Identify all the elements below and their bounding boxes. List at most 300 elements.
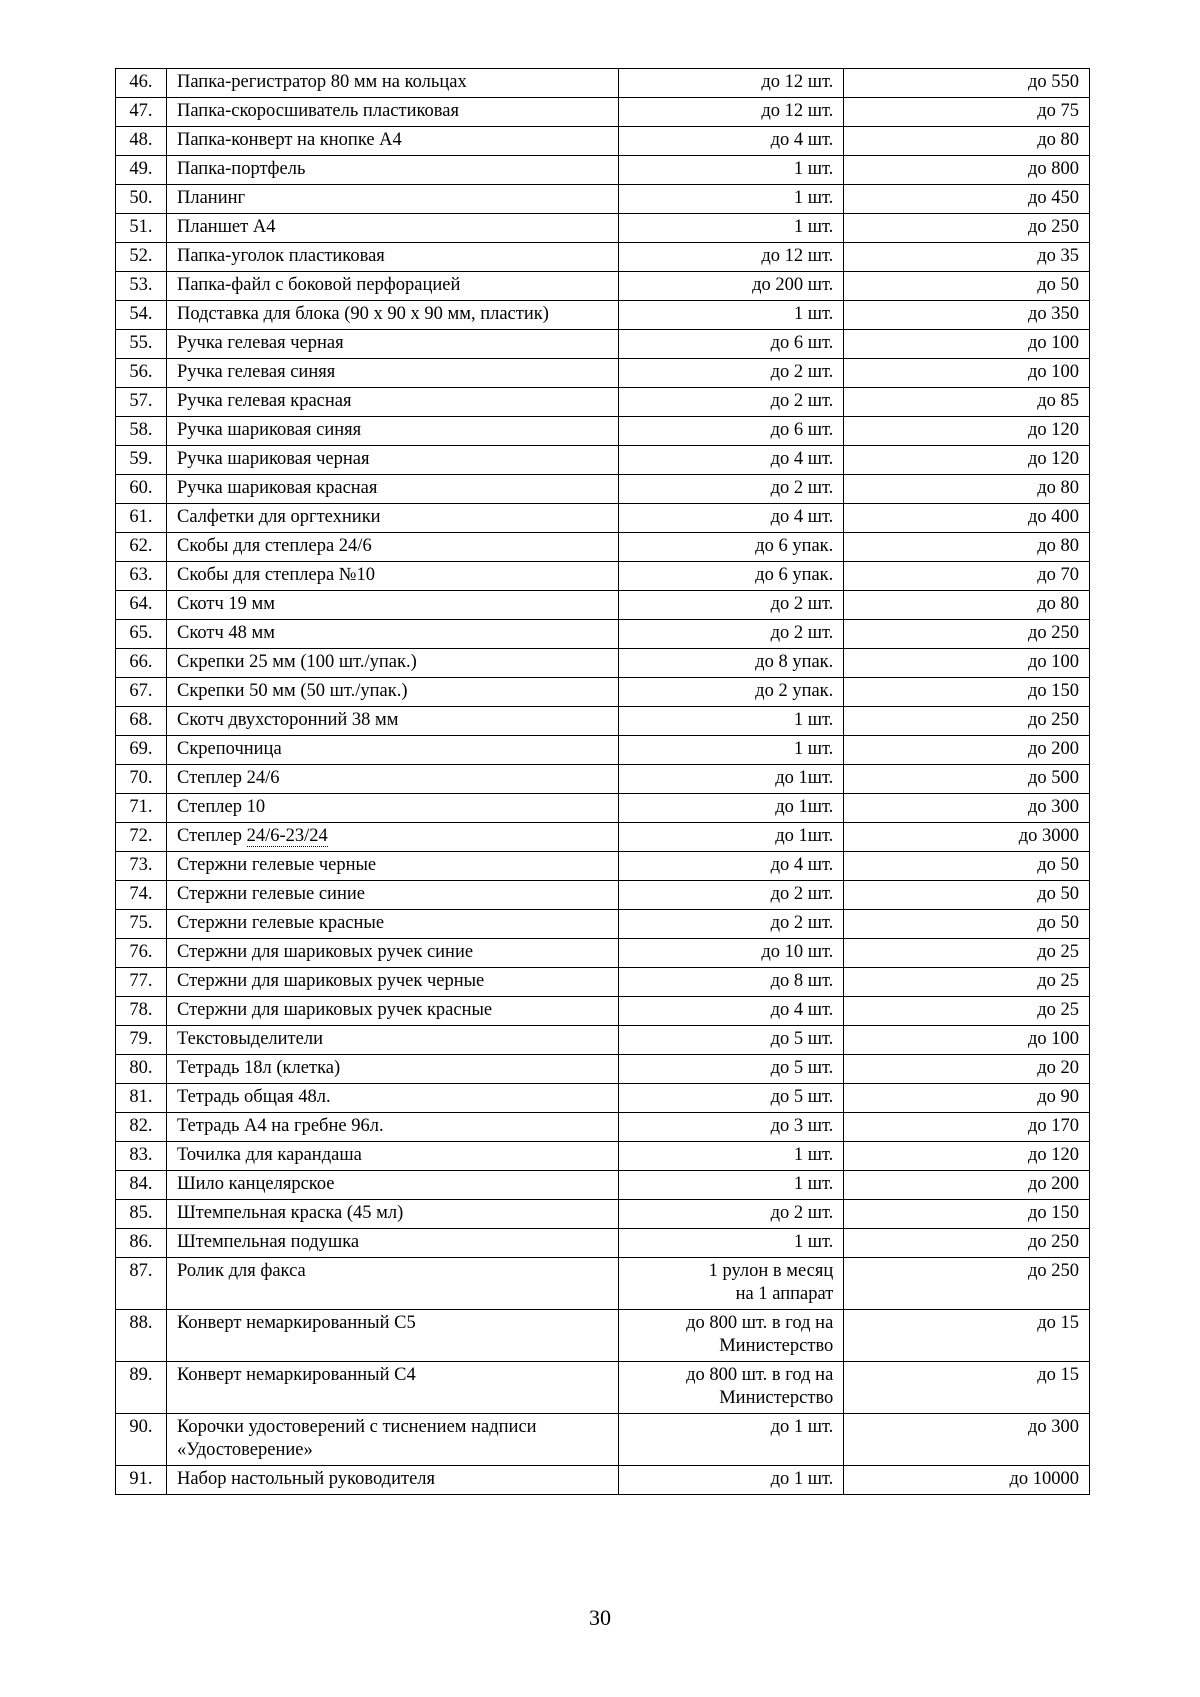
item-price: до 25 — [844, 939, 1090, 968]
item-price: до 15 — [844, 1362, 1090, 1414]
row-number: 81. — [116, 1084, 167, 1113]
item-quantity: до 6 шт. — [770, 420, 834, 440]
table-row — [116, 1258, 1090, 1310]
item-quantity: до 6 шт. — [770, 333, 834, 353]
table-row — [116, 939, 1090, 968]
item-price: до 120 — [844, 417, 1090, 446]
item-quantity: 1 рулон в месяц — [708, 1261, 834, 1281]
item-price: до 150 — [844, 678, 1090, 707]
row-number: 88. — [116, 1310, 167, 1362]
item-name: Подставка для блока (90 х 90 х 90 мм, пластик) — [176, 304, 549, 324]
table-row — [116, 156, 1090, 185]
item-quantity-cell — [619, 852, 844, 881]
row-number: 77. — [116, 968, 167, 997]
item-quantity-cell — [619, 1310, 844, 1362]
item-name-cell — [166, 243, 618, 272]
row-number: 59. — [116, 446, 167, 475]
item-quantity-cell — [619, 446, 844, 475]
row-number: 60. — [116, 475, 167, 504]
item-quantity-cell — [619, 910, 844, 939]
item-quantity-cell — [619, 1142, 844, 1171]
table-row — [116, 185, 1090, 214]
item-name-cell — [166, 1229, 618, 1258]
item-price: до 200 — [844, 736, 1090, 765]
item-quantity-cell — [619, 1200, 844, 1229]
item-quantity-cell — [619, 649, 844, 678]
row-number: 90. — [116, 1414, 167, 1466]
item-name-cell — [166, 562, 618, 591]
item-name-cell — [166, 968, 618, 997]
item-name-cell — [166, 649, 618, 678]
item-quantity-cell — [619, 591, 844, 620]
item-price: до 80 — [844, 127, 1090, 156]
item-quantity: до 1шт. — [775, 826, 834, 846]
item-name-cell — [166, 1200, 618, 1229]
row-number: 46. — [116, 69, 167, 98]
table-row — [116, 1310, 1090, 1362]
item-name: Скотч двухсторонний 38 мм — [176, 710, 399, 730]
item-name: Скрепки 25 мм (100 шт./упак.) — [176, 652, 417, 672]
row-number: 53. — [116, 272, 167, 301]
item-quantity: 1 шт. — [793, 159, 834, 179]
item-name: Набор настольный руководителя — [176, 1469, 436, 1489]
item-name: Планшет А4 — [176, 217, 276, 237]
table-row — [116, 1466, 1090, 1495]
row-number: 57. — [116, 388, 167, 417]
item-price: до 10000 — [844, 1466, 1090, 1495]
item-quantity: до 800 шт. в год на — [686, 1365, 834, 1385]
row-number: 68. — [116, 707, 167, 736]
item-price: до 50 — [844, 272, 1090, 301]
item-name-cell — [166, 127, 618, 156]
item-quantity-cell — [619, 214, 844, 243]
item-price: до 80 — [844, 475, 1090, 504]
item-quantity: 1 шт. — [793, 710, 834, 730]
item-name-cell — [166, 736, 618, 765]
row-number: 52. — [116, 243, 167, 272]
item-price: до 550 — [844, 69, 1090, 98]
item-quantity-cell — [619, 1362, 844, 1414]
row-number: 72. — [116, 823, 167, 852]
item-name-cell — [166, 794, 618, 823]
item-price: до 15 — [844, 1310, 1090, 1362]
table-row — [116, 1200, 1090, 1229]
item-name-cell — [166, 1142, 618, 1171]
item-name-extra: 24/6-23/24 — [246, 826, 328, 846]
item-price: до 75 — [844, 98, 1090, 127]
item-quantity-cell — [619, 1466, 844, 1495]
item-price: до 50 — [844, 910, 1090, 939]
item-quantity-cell — [619, 185, 844, 214]
item-name: Папка-регистратор 80 мм на кольцах — [176, 72, 467, 92]
table-row — [116, 1414, 1090, 1466]
table-row — [116, 98, 1090, 127]
item-price: до 350 — [844, 301, 1090, 330]
item-price: до 800 — [844, 156, 1090, 185]
item-price: до 150 — [844, 1200, 1090, 1229]
row-number: 86. — [116, 1229, 167, 1258]
item-price: до 100 — [844, 649, 1090, 678]
item-name: Точилка для карандаша — [176, 1145, 362, 1165]
item-name: Конверт немаркированный С4 — [176, 1365, 416, 1385]
item-name-line2: «Удостоверение» — [176, 1440, 313, 1460]
item-name-cell — [166, 1310, 618, 1362]
item-quantity-cell — [619, 1171, 844, 1200]
item-name: Стержни гелевые черные — [176, 855, 377, 875]
item-price: до 100 — [844, 359, 1090, 388]
item-quantity: до 2 шт. — [770, 1203, 834, 1223]
item-price: до 80 — [844, 591, 1090, 620]
item-quantity-cell — [619, 1055, 844, 1084]
item-price: до 250 — [844, 1258, 1090, 1310]
item-quantity-cell — [619, 707, 844, 736]
item-name-cell — [166, 881, 618, 910]
item-price: до 300 — [844, 1414, 1090, 1466]
item-name-cell — [166, 1026, 618, 1055]
item-quantity-cell — [619, 620, 844, 649]
item-price: до 35 — [844, 243, 1090, 272]
item-name-cell — [166, 823, 618, 852]
item-quantity: до 8 упак. — [755, 652, 834, 672]
item-name: Стержни для шариковых ручек синие — [176, 942, 474, 962]
item-price: до 250 — [844, 214, 1090, 243]
item-name: Штемпельная краска (45 мл) — [176, 1203, 404, 1223]
item-quantity-cell — [619, 301, 844, 330]
item-name-cell — [166, 591, 618, 620]
row-number: 70. — [116, 765, 167, 794]
row-number: 62. — [116, 533, 167, 562]
item-name-cell — [166, 620, 618, 649]
item-name: Салфетки для оргтехники — [176, 507, 381, 527]
table-row — [116, 359, 1090, 388]
item-quantity-cell — [619, 156, 844, 185]
item-name-cell — [166, 1055, 618, 1084]
item-quantity: 1 шт. — [793, 1145, 834, 1165]
supplies-table-body — [116, 69, 1090, 1495]
row-number: 91. — [116, 1466, 167, 1495]
item-quantity-cell — [619, 1229, 844, 1258]
item-price: до 80 — [844, 533, 1090, 562]
page-number: 30 — [589, 1605, 611, 1630]
item-quantity: 1 шт. — [793, 1174, 834, 1194]
table-row — [116, 562, 1090, 591]
item-price: до 400 — [844, 504, 1090, 533]
item-name: Ручка гелевая красная — [176, 391, 352, 411]
item-name: Скобы для степлера 24/6 — [176, 536, 372, 556]
item-quantity-cell — [619, 417, 844, 446]
item-name: Папка-уголок пластиковая — [176, 246, 385, 266]
item-quantity-cell — [619, 533, 844, 562]
row-number: 76. — [116, 939, 167, 968]
table-row — [116, 1084, 1090, 1113]
item-quantity: 1 шт. — [793, 188, 834, 208]
item-name: Корочки удостоверений с тиснением надписи — [176, 1417, 537, 1437]
item-quantity: до 12 шт. — [761, 101, 834, 121]
item-quantity-cell — [619, 997, 844, 1026]
item-name: Ручка шариковая синяя — [176, 420, 362, 440]
item-price: до 250 — [844, 1229, 1090, 1258]
table-row — [116, 1113, 1090, 1142]
item-name-cell — [166, 765, 618, 794]
row-number: 80. — [116, 1055, 167, 1084]
item-name: Скотч 19 мм — [176, 594, 275, 614]
table-row — [116, 504, 1090, 533]
table-row — [116, 243, 1090, 272]
item-name: Ручка шариковая черная — [176, 449, 370, 469]
item-name: Конверт немаркированный С5 — [176, 1313, 416, 1333]
item-quantity: до 2 упак. — [755, 681, 834, 701]
item-name-cell — [166, 504, 618, 533]
item-quantity: до 8 шт. — [770, 971, 834, 991]
item-name-cell — [166, 1084, 618, 1113]
table-row — [116, 707, 1090, 736]
row-number: 54. — [116, 301, 167, 330]
item-price: до 3000 — [844, 823, 1090, 852]
item-quantity: до 2 шт. — [770, 884, 834, 904]
item-name-cell — [166, 852, 618, 881]
item-price: до 50 — [844, 881, 1090, 910]
item-name: Степлер — [176, 826, 242, 846]
item-price: до 300 — [844, 794, 1090, 823]
row-number: 48. — [116, 127, 167, 156]
item-name-cell — [166, 997, 618, 1026]
item-quantity: до 2 шт. — [770, 913, 834, 933]
item-name-cell — [166, 272, 618, 301]
item-quantity: до 5 шт. — [770, 1087, 834, 1107]
item-quantity: до 2 шт. — [770, 594, 834, 614]
item-name-cell — [166, 388, 618, 417]
table-row — [116, 794, 1090, 823]
item-name-cell — [166, 69, 618, 98]
item-quantity: до 5 шт. — [770, 1029, 834, 1049]
item-name: Стержни гелевые красные — [176, 913, 385, 933]
item-name: Скобы для степлера №10 — [176, 565, 375, 585]
row-number: 67. — [116, 678, 167, 707]
item-quantity: до 6 упак. — [755, 536, 834, 556]
item-name-cell — [166, 330, 618, 359]
row-number: 64. — [116, 591, 167, 620]
table-row — [116, 272, 1090, 301]
item-name-cell — [166, 1466, 618, 1495]
item-name-cell — [166, 185, 618, 214]
item-price: до 450 — [844, 185, 1090, 214]
table-row — [116, 69, 1090, 98]
item-name: Стержни для шариковых ручек красные — [176, 1000, 493, 1020]
row-number: 58. — [116, 417, 167, 446]
item-price: до 250 — [844, 620, 1090, 649]
row-number: 51. — [116, 214, 167, 243]
item-name: Ролик для факса — [176, 1261, 306, 1281]
item-quantity-cell — [619, 881, 844, 910]
item-price: до 200 — [844, 1171, 1090, 1200]
item-price: до 170 — [844, 1113, 1090, 1142]
item-name-cell — [166, 214, 618, 243]
item-quantity: до 2 шт. — [770, 623, 834, 643]
row-number: 63. — [116, 562, 167, 591]
item-quantity-cell — [619, 1026, 844, 1055]
item-quantity-line2: на 1 аппарат — [735, 1284, 834, 1304]
item-quantity-cell — [619, 823, 844, 852]
item-quantity-cell — [619, 765, 844, 794]
item-name-cell — [166, 98, 618, 127]
item-name: Ручка шариковая красная — [176, 478, 378, 498]
row-number: 85. — [116, 1200, 167, 1229]
item-quantity: до 4 шт. — [770, 855, 834, 875]
item-name: Степлер 10 — [176, 797, 266, 817]
table-row — [116, 446, 1090, 475]
item-quantity: до 4 шт. — [770, 1000, 834, 1020]
table-row — [116, 1171, 1090, 1200]
item-name-cell — [166, 417, 618, 446]
item-quantity: до 800 шт. в год на — [686, 1313, 834, 1333]
table-row — [116, 475, 1090, 504]
item-name-cell — [166, 1171, 618, 1200]
item-quantity: до 2 шт. — [770, 362, 834, 382]
item-quantity: 1 шт. — [793, 1232, 834, 1252]
item-quantity: 1 шт. — [793, 739, 834, 759]
item-name-cell — [166, 156, 618, 185]
item-quantity-cell — [619, 330, 844, 359]
item-quantity-cell — [619, 359, 844, 388]
row-number: 79. — [116, 1026, 167, 1055]
item-quantity: до 2 шт. — [770, 391, 834, 411]
item-name: Стержни гелевые синие — [176, 884, 365, 904]
item-price: до 25 — [844, 997, 1090, 1026]
item-price: до 250 — [844, 707, 1090, 736]
item-name: Шило канцелярское — [176, 1174, 335, 1194]
item-price: до 90 — [844, 1084, 1090, 1113]
row-number: 65. — [116, 620, 167, 649]
row-number: 83. — [116, 1142, 167, 1171]
item-quantity-cell — [619, 1084, 844, 1113]
table-row — [116, 736, 1090, 765]
item-quantity: до 12 шт. — [761, 72, 834, 92]
item-quantity: до 12 шт. — [761, 246, 834, 266]
item-name: Степлер 24/6 — [176, 768, 280, 788]
item-name: Папка-скоросшиватель пластиковая — [176, 101, 459, 121]
table-row — [116, 417, 1090, 446]
item-price: до 100 — [844, 330, 1090, 359]
item-name: Папка-конверт на кнопке А4 — [176, 130, 402, 150]
row-number: 50. — [116, 185, 167, 214]
row-number: 89. — [116, 1362, 167, 1414]
item-quantity-cell — [619, 678, 844, 707]
item-quantity-cell — [619, 388, 844, 417]
item-quantity-line2: Министерство — [719, 1336, 834, 1356]
table-row — [116, 301, 1090, 330]
item-quantity-cell — [619, 1258, 844, 1310]
item-quantity: 1 шт. — [793, 217, 834, 237]
item-quantity-cell — [619, 939, 844, 968]
item-quantity: до 4 шт. — [770, 130, 834, 150]
item-price: до 500 — [844, 765, 1090, 794]
item-quantity: до 1 шт. — [770, 1469, 834, 1489]
item-quantity: до 200 шт. — [752, 275, 834, 295]
table-row — [116, 968, 1090, 997]
row-number: 55. — [116, 330, 167, 359]
table-row — [116, 127, 1090, 156]
item-name-cell — [166, 475, 618, 504]
item-quantity-cell — [619, 98, 844, 127]
item-name: Штемпельная подушка — [176, 1232, 360, 1252]
row-number: 78. — [116, 997, 167, 1026]
item-quantity: до 3 шт. — [770, 1116, 834, 1136]
item-name: Стержни для шариковых ручек черные — [176, 971, 485, 991]
item-quantity: до 2 шт. — [770, 478, 834, 498]
item-price: до 85 — [844, 388, 1090, 417]
item-quantity-cell — [619, 127, 844, 156]
table-row — [116, 620, 1090, 649]
item-quantity-cell — [619, 475, 844, 504]
item-name-cell — [166, 678, 618, 707]
item-price: до 100 — [844, 1026, 1090, 1055]
item-quantity-cell — [619, 1414, 844, 1466]
table-row — [116, 1229, 1090, 1258]
table-row — [116, 388, 1090, 417]
item-name: Текстовыделители — [176, 1029, 323, 1049]
row-number: 82. — [116, 1113, 167, 1142]
item-name-cell — [166, 1113, 618, 1142]
item-name: Планинг — [176, 188, 246, 208]
table-row — [116, 852, 1090, 881]
table-row — [116, 910, 1090, 939]
item-quantity-cell — [619, 504, 844, 533]
item-name-cell — [166, 1414, 618, 1466]
item-quantity-cell — [619, 794, 844, 823]
table-row — [116, 678, 1090, 707]
item-quantity-cell — [619, 243, 844, 272]
table-row — [116, 765, 1090, 794]
item-quantity-cell — [619, 272, 844, 301]
item-price: до 50 — [844, 852, 1090, 881]
row-number: 49. — [116, 156, 167, 185]
table-row — [116, 881, 1090, 910]
item-name-cell — [166, 446, 618, 475]
item-quantity: до 5 шт. — [770, 1058, 834, 1078]
row-number: 69. — [116, 736, 167, 765]
item-quantity: до 4 шт. — [770, 449, 834, 469]
item-name-cell — [166, 707, 618, 736]
item-quantity-cell — [619, 968, 844, 997]
item-name-cell — [166, 910, 618, 939]
row-number: 87. — [116, 1258, 167, 1310]
item-quantity: до 10 шт. — [761, 942, 834, 962]
item-price: до 70 — [844, 562, 1090, 591]
item-name: Скрепки 50 мм (50 шт./упак.) — [176, 681, 408, 701]
item-name-cell — [166, 301, 618, 330]
item-quantity: до 6 упак. — [755, 565, 834, 585]
item-quantity: до 1 шт. — [770, 1417, 834, 1437]
row-number: 84. — [116, 1171, 167, 1200]
item-name: Ручка гелевая синяя — [176, 362, 336, 382]
item-name: Тетрадь А4 на гребне 96л. — [176, 1116, 384, 1136]
table-row — [116, 533, 1090, 562]
item-price: до 120 — [844, 446, 1090, 475]
item-quantity-line2: Министерство — [719, 1388, 834, 1408]
item-quantity: 1 шт. — [793, 304, 834, 324]
row-number: 74. — [116, 881, 167, 910]
item-name: Тетрадь общая 48л. — [176, 1087, 331, 1107]
item-price: до 120 — [844, 1142, 1090, 1171]
table-row — [116, 823, 1090, 852]
table-row — [116, 649, 1090, 678]
supplies-table — [115, 68, 1090, 1495]
item-name: Тетрадь 18л (клетка) — [176, 1058, 341, 1078]
table-row — [116, 1026, 1090, 1055]
row-number: 71. — [116, 794, 167, 823]
table-row — [116, 1055, 1090, 1084]
item-name-cell — [166, 939, 618, 968]
